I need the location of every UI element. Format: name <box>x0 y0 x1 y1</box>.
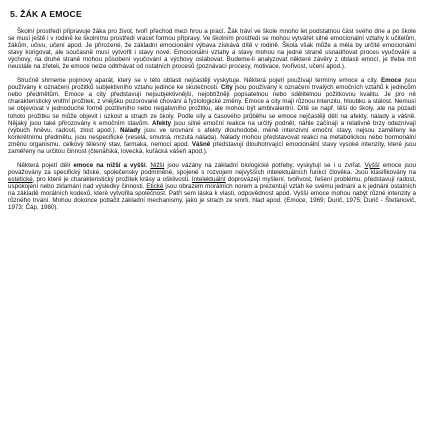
text-run: jsou vázány na základní biologické potřeby, vyskytují se i u zvířat. <box>164 161 365 169</box>
underlined-term: estetické <box>8 175 33 183</box>
text-run: doprovázejí myšlení, tvořivost, řešení problému, představují radost, uspokojení nebo zklamání nad výsledky činnosti. <box>8 175 416 190</box>
text-run: emoce jsou považovány za specifický lidské, společensky podmíněné, spojené s rozvojem nejvyšších intelektuálních funkcí člověka. Jsou klasifikovány na <box>8 161 417 176</box>
paragraph-terms <box>8 77 416 155</box>
underlined-term: Vyšší <box>364 161 380 169</box>
text-run: Školní prostředí připravuje žáka pro život, tvoří přechod mezi hrou a prací. Žák tráví ve škole mnoho let podstatnou část svého dne a po škole se musí ještě i v rodině ke školnímu prostředí vracet formou přípravy. Ve školním prostředí se mohou vytvářet silné emocionální vztahy k učitelům, žákům, učivu, učení apod. Je přirozené, že základní emocionální výbava získává dítě v rodině. Škola však může a měla by určité emocionální stavy korigovat, ale současně musí vytvořit i stavy nové. Emocionální vztahy a stavy mohou na jedné straně usnadňovat proces vyučování a výchovy, na druhé straně mohou působení vyučování a výchovy oslabovat. Budeme-li analyzovat některé závěry z oblasti emocí, je třeba mít neustále na zřeteli, že emoce nelze odtrhávat od ostatních procesů (poznávací procesy, motivace, tvořivost, učení apod.). <box>8 28 416 71</box>
chapter-heading: 5. ŽÁK A EMOCE <box>10 9 82 19</box>
bold-term: City <box>220 84 233 92</box>
text-run: Některá pojetí dělí <box>17 161 74 169</box>
bold-term: Vášně <box>191 140 211 148</box>
text-run: jsou silné emoční reakce na určitý podnět, náhle začínají a relativně brzy odeznívají (výbuch hněvu, radosti, zlost apod.). <box>8 119 416 134</box>
underlined-term: Etické <box>146 182 164 190</box>
bold-term: Nálady <box>120 126 141 134</box>
text-run: jsou používány k označení trvalých emočních vztahů k jedincům nebo předmětům. Emoce a city představují nejsubjektivnější, nejobtížněji popsatelnou nebo sdělitelnou požitkovou kvalitu. Je pro ně charakteristický vnitřní prožitek, z vnějšku pozorované chování a fyziologické změny. Emoce a city mají různou intenzitu, hloubku a stálost. Nemusí se objevovat v jednoduché formě pozitivního nebo negativního prožitku, ale mohou být ambivalentní. Dítě se např. těší do školy, ale na pozadí tohoto prožitku se může objevit i úzkost a strach ze školy. Podle síly a časového průběhu se emoce nejčastěji dělí na afekty, nálady a vášně. Nějaký jsou také přirozovány k emočním stavům. <box>8 84 416 127</box>
paragraph-intro <box>8 28 416 70</box>
text-run: , pro které je charakteristický prožitek krásy a ošklivosti. <box>32 175 192 183</box>
underlined-term: Nižší <box>150 161 165 169</box>
bold-term: emoce na nižší a vyšší <box>73 161 146 169</box>
text-run: jsou používány k označení prožitků subjektivního vztahu jedince ke skutečnosti. <box>8 77 416 92</box>
paragraph-lower-higher <box>8 162 416 211</box>
text-run: . <box>145 161 151 169</box>
text-run: jsou ve srovnání s afekty dlouhodobé, méně intenzivní emoční stavy, nejsou zaměřeny ke konkrétnímu předmětu, jsou nespecifické (veselá, smutná, mrzutá nálada). Nálady mohou představovat reakci na metabolickou nebo hormonální změnu organismu, celkový tělesný stav, farmaka, nemoci apod. <box>8 126 416 148</box>
text-run: jsou obrazem morálních norem a prezentují vztah ke svému jednání a k jednání ostatních na základě morálních kodexů, které vytvořila společnost. Patří sem láska k vlasti, odpovědnost apod. Vyšší emoce mohou nabýt různé intenzity a různého trvání. Mohou dokonce potlačit základní mechanismy, jako je strach ze smrti, hlad apod. (Emoce, 1969; Durič, 1975; Durič - Štefanovič, 1973; Čáp, 1980). <box>8 182 417 212</box>
text-run: Stručně shrneme pojmový aparát, který se v této oblasti nejčastěji vyskytuje. Některá pojetí používají termíny emoce a city. <box>17 77 382 85</box>
bold-term: Emoce <box>381 77 402 85</box>
underlined-term: Intelektuální <box>191 175 226 183</box>
text-run: představují dlouhotrvající emocionální stavy vysoké intenzity, které jsou zaměřeny na určitou činnost (čtenářská, lovecká, kuřácká vášeň apod.). <box>8 140 416 155</box>
bold-term: Afekty <box>151 119 172 127</box>
